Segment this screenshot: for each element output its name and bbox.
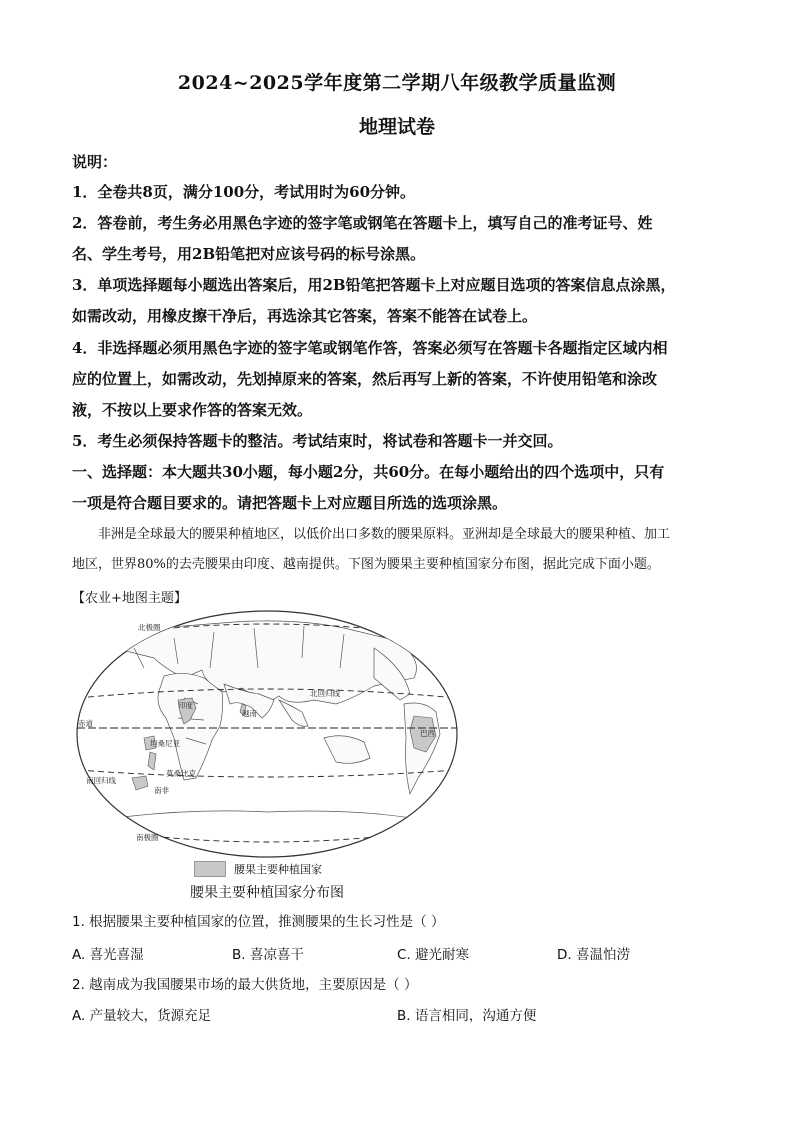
question-2-stem: 2. 越南成为我国腰果市场的最大供货地，主要原因是（ ） — [72, 977, 418, 993]
world-map — [74, 608, 460, 860]
instruction-item: 4．非选择题必须用黑色字迹的签字笔或钢笔作答，答案必须写在答题卡各题指定区域内相 — [72, 339, 668, 357]
instruction-item: 应的位置上，如需改动，先划掉原来的答案，然后再写上新的答案，不许使用铅笔和涂改 — [72, 370, 658, 388]
question-2-option-b: B. 语言相同，沟通方便 — [397, 1008, 537, 1024]
india-label: 印度 — [178, 701, 193, 710]
arctic-circle-label: 北极圈 — [138, 623, 161, 632]
mozambique-label: 莫桑比克 — [166, 769, 196, 778]
instruction-item: 3．单项选择题每小题选出答案后，用2B铅笔把答题卡上对应题目选项的答案信息点涂黑， — [72, 276, 676, 294]
equator-label: 赤道 — [78, 719, 93, 728]
topic-tag: 【农业+地图主题】 — [72, 591, 187, 606]
passage — [72, 520, 732, 580]
question-1-option-b: B. 喜凉喜干 — [232, 947, 304, 963]
instruction-item: 2．答卷前，考生务必用黑色字迹的签字笔或钢笔在答题卡上，填写自己的准考证号、姓 — [72, 214, 653, 232]
tropic-capricorn-label: 南回归线 — [86, 776, 116, 785]
instruction-item: 如需改动，用橡皮擦干净后，再选涂其它答案，答案不能答在试卷上。 — [72, 307, 538, 325]
section-heading-cont: 一项是符合题目要求的。请把答题卡上对应题目所选的选项涂黑。 — [72, 494, 508, 512]
south-africa-label: 南非 — [154, 786, 169, 795]
brazil-label: 巴西 — [420, 729, 435, 738]
passage-line: 地区，世界80%的去壳腰果由印度、越南提供。下图为腰果主要种植国家分布图，据此完成下面小题。 — [72, 557, 660, 572]
instruction-item: 5．考生必须保持答题卡的整洁。考试结束时，将试卷和答题卡一并交回。 — [72, 432, 563, 450]
instruction-item: 1．全卷共8页，满分100分，考试用时为60分钟。 — [72, 183, 416, 201]
instruction-item: 名、学生考号，用2B铅笔把对应该号码的标号涂黑。 — [72, 245, 426, 263]
antarctic-circle-label: 南极圈 — [136, 833, 159, 842]
passage-line: 非洲是全球最大的腰果种植地区，以低价出口多数的腰果原料。亚洲却是全球最大的腰果种植、加工 — [98, 527, 671, 542]
map-legend — [194, 861, 322, 877]
question-2-option-a: A. 产量较大，货源充足 — [72, 1008, 212, 1024]
tropic-cancer-label: 北回归线 — [310, 689, 340, 698]
vietnam-label: 越南 — [242, 709, 257, 718]
map-caption: 腰果主要种植国家分布图 — [190, 885, 344, 901]
section-heading: 一、选择题：本大题共30小题，每小题2分，共60分。在每小题给出的四个选项中，只有 — [72, 463, 665, 481]
question-1-stem: 1. 根据腰果主要种植国家的位置，推测腰果的生长习性是（ ） — [72, 914, 445, 930]
page-subtitle: 地理试卷 — [358, 116, 435, 138]
question-1-option-c: C. 避光耐寒 — [397, 947, 470, 963]
tanzania-label: 坦桑尼亚 — [150, 739, 180, 748]
legend-swatch — [194, 861, 226, 877]
page-title: 2024~2025学年度第二学期八年级教学质量监测 — [177, 72, 617, 94]
instruction-item: 液，不按以上要求作答的答案无效。 — [72, 401, 313, 419]
question-1-option-d: D. 喜温怕涝 — [557, 947, 630, 963]
instructions-heading: 说明： — [72, 153, 118, 171]
question-1-option-a: A. 喜光喜湿 — [72, 947, 144, 963]
legend-label: 腰果主要种植国家 — [234, 863, 322, 876]
